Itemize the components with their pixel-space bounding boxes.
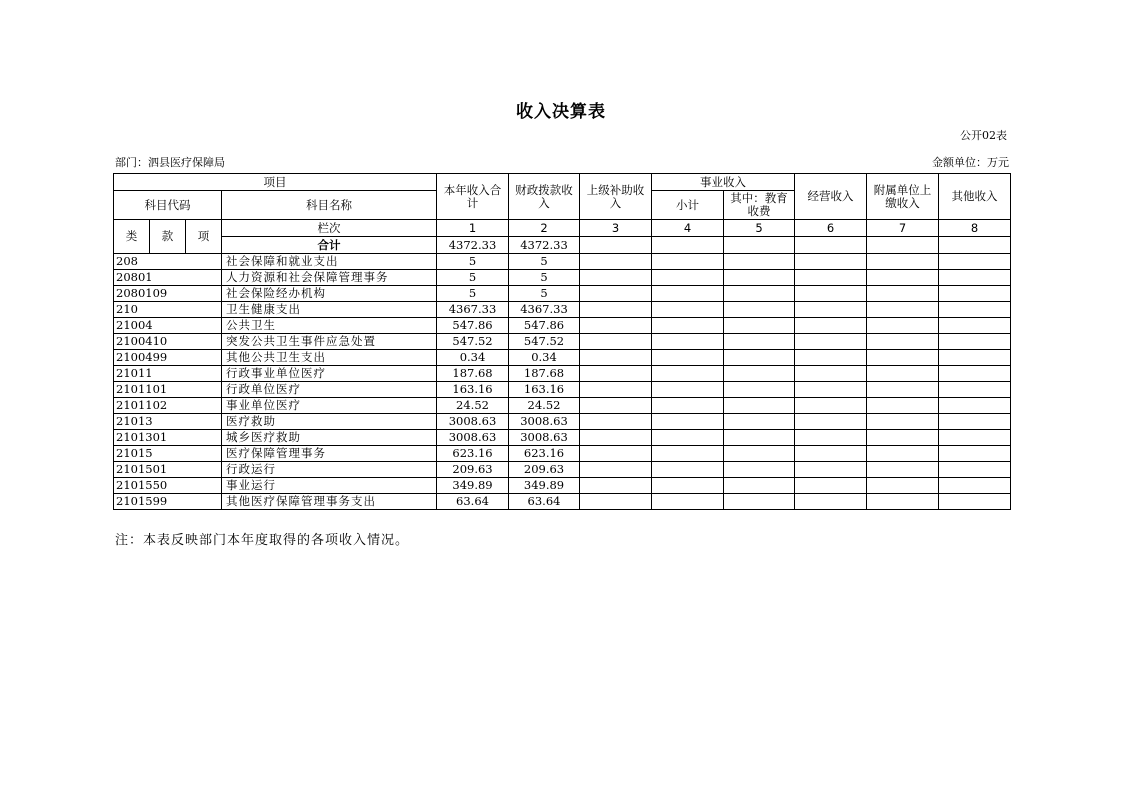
empty-cell xyxy=(795,398,867,414)
table-body xyxy=(114,254,1011,510)
table-row xyxy=(114,398,1011,414)
empty-cell xyxy=(724,414,795,430)
empty-cell xyxy=(939,478,1011,494)
empty-cell xyxy=(724,286,795,302)
table-row xyxy=(114,366,1011,382)
empty-cell xyxy=(867,366,939,382)
empty-cell xyxy=(652,286,724,302)
empty-cell xyxy=(580,350,652,366)
empty-cell xyxy=(580,366,652,382)
total-income-cell: 623.16 xyxy=(437,446,509,462)
empty-cell xyxy=(724,318,795,334)
subject-code-cell: 21015 xyxy=(114,446,222,462)
empty-cell xyxy=(795,286,867,302)
empty-cell xyxy=(939,382,1011,398)
empty-cell xyxy=(580,382,652,398)
empty-cell xyxy=(580,254,652,270)
empty-cell xyxy=(724,334,795,350)
empty-cell xyxy=(580,494,652,510)
empty-cell xyxy=(795,462,867,478)
fiscal-income-cell: 24.52 xyxy=(509,398,580,414)
subject-code-cell: 21013 xyxy=(114,414,222,430)
empty-cell xyxy=(867,334,939,350)
empty-cell xyxy=(795,302,867,318)
empty-cell xyxy=(939,334,1011,350)
subject-name-cell: 行政事业单位医疗 xyxy=(222,366,437,382)
empty-cell xyxy=(939,286,1011,302)
subject-name-cell: 行政单位医疗 xyxy=(222,382,437,398)
fiscal-income-cell: 163.16 xyxy=(509,382,580,398)
subject-code-cell: 2101550 xyxy=(114,478,222,494)
fiscal-income-cell: 5 xyxy=(509,270,580,286)
empty-cell xyxy=(939,254,1011,270)
subject-code-cell: 2080109 xyxy=(114,286,222,302)
total-income-value: 4372.33 xyxy=(437,237,509,254)
empty-cell xyxy=(867,382,939,398)
col-number: 7 xyxy=(867,220,939,237)
empty-cell xyxy=(795,430,867,446)
empty-cell xyxy=(652,382,724,398)
subject-code-cell: 2101102 xyxy=(114,398,222,414)
empty-cell xyxy=(724,398,795,414)
subject-name-cell: 人力资源和社会保障管理事务 xyxy=(222,270,437,286)
form-number: 公开02表 xyxy=(960,129,1007,142)
table-row xyxy=(114,302,1011,318)
empty-cell xyxy=(867,430,939,446)
empty-cell xyxy=(867,446,939,462)
total-income-cell: 5 xyxy=(437,286,509,302)
fiscal-income-cell: 5 xyxy=(509,286,580,302)
empty-cell xyxy=(652,318,724,334)
header-project: 项目 xyxy=(114,174,437,191)
subject-code-cell: 20801 xyxy=(114,270,222,286)
total-income-cell: 5 xyxy=(437,254,509,270)
header-column-index: 栏次 xyxy=(222,220,437,237)
header-total-income: 本年收入合计 xyxy=(437,174,509,220)
header-subject-code: 科目代码 xyxy=(114,191,222,220)
fiscal-income-cell: 3008.63 xyxy=(509,430,580,446)
empty-cell xyxy=(795,478,867,494)
total-income-cell: 187.68 xyxy=(437,366,509,382)
empty-cell xyxy=(795,494,867,510)
table-row xyxy=(114,254,1011,270)
fiscal-income-cell: 547.52 xyxy=(509,334,580,350)
empty-cell xyxy=(652,462,724,478)
subject-name-cell: 事业运行 xyxy=(222,478,437,494)
empty-cell xyxy=(867,254,939,270)
total-label: 合计 xyxy=(222,237,437,254)
header-affiliated-income: 附属单位上缴收入 xyxy=(867,174,939,220)
header-subject-name: 科目名称 xyxy=(222,191,437,220)
empty-cell xyxy=(939,350,1011,366)
empty-cell xyxy=(580,270,652,286)
header-section: 款 xyxy=(150,220,186,254)
subject-name-cell: 其他医疗保障管理事务支出 xyxy=(222,494,437,510)
table-row xyxy=(114,414,1011,430)
total-income-cell: 24.52 xyxy=(437,398,509,414)
empty-cell xyxy=(580,286,652,302)
subject-code-cell: 2101501 xyxy=(114,462,222,478)
header-career-subtotal: 小计 xyxy=(652,191,724,220)
empty-cell xyxy=(580,478,652,494)
subject-name-cell: 突发公共卫生事件应急处置 xyxy=(222,334,437,350)
empty-cell xyxy=(795,334,867,350)
subject-code-cell: 2100410 xyxy=(114,334,222,350)
empty-cell xyxy=(580,334,652,350)
empty-cell xyxy=(867,398,939,414)
total-income-cell: 349.89 xyxy=(437,478,509,494)
total-income-cell: 3008.63 xyxy=(437,414,509,430)
header-fiscal-appropriation: 财政拨款收入 xyxy=(509,174,580,220)
total-row xyxy=(114,237,1011,254)
empty-cell xyxy=(795,270,867,286)
total-fiscal-value: 4372.33 xyxy=(509,237,580,254)
empty-cell xyxy=(939,398,1011,414)
total-income-cell: 547.86 xyxy=(437,318,509,334)
empty-cell xyxy=(652,350,724,366)
empty-cell xyxy=(652,414,724,430)
table-row xyxy=(114,350,1011,366)
table-row xyxy=(114,462,1011,478)
empty-cell xyxy=(867,286,939,302)
empty-cell xyxy=(867,318,939,334)
empty-cell xyxy=(724,430,795,446)
fiscal-income-cell: 0.34 xyxy=(509,350,580,366)
subject-code-cell: 2101101 xyxy=(114,382,222,398)
fiscal-income-cell: 5 xyxy=(509,254,580,270)
subject-name-cell: 社会保障和就业支出 xyxy=(222,254,437,270)
empty-cell xyxy=(867,302,939,318)
empty-cell xyxy=(867,414,939,430)
empty-cell xyxy=(795,350,867,366)
empty-cell xyxy=(795,382,867,398)
empty-cell xyxy=(652,334,724,350)
table-row xyxy=(114,334,1011,350)
empty-cell xyxy=(652,302,724,318)
fiscal-income-cell: 3008.63 xyxy=(509,414,580,430)
empty-cell xyxy=(795,414,867,430)
total-income-cell: 4367.33 xyxy=(437,302,509,318)
empty-cell xyxy=(724,462,795,478)
empty-cell xyxy=(580,398,652,414)
empty-cell xyxy=(724,302,795,318)
total-income-cell: 63.64 xyxy=(437,494,509,510)
empty-cell xyxy=(652,478,724,494)
col-number: 5 xyxy=(724,220,795,237)
empty-cell xyxy=(795,366,867,382)
table-row xyxy=(114,270,1011,286)
header-superior-subsidy: 上级补助收入 xyxy=(580,174,652,220)
empty-cell xyxy=(939,302,1011,318)
empty-cell xyxy=(652,254,724,270)
empty-cell xyxy=(939,430,1011,446)
subject-code-cell: 2101301 xyxy=(114,430,222,446)
table-row xyxy=(114,446,1011,462)
empty-cell xyxy=(580,446,652,462)
table-row xyxy=(114,494,1011,510)
fiscal-income-cell: 4367.33 xyxy=(509,302,580,318)
table-row xyxy=(114,430,1011,446)
fiscal-income-cell: 63.64 xyxy=(509,494,580,510)
fiscal-income-cell: 349.89 xyxy=(509,478,580,494)
total-income-cell: 5 xyxy=(437,270,509,286)
subject-name-cell: 其他公共卫生支出 xyxy=(222,350,437,366)
empty-cell xyxy=(867,462,939,478)
col-number: 8 xyxy=(939,220,1011,237)
col-number: 4 xyxy=(652,220,724,237)
table-row xyxy=(114,286,1011,302)
empty-cell xyxy=(939,462,1011,478)
empty-cell xyxy=(652,494,724,510)
header-operating-income: 经营收入 xyxy=(795,174,867,220)
footnote: 注：本表反映部门本年度取得的各项收入情况。 xyxy=(115,533,410,548)
empty-cell xyxy=(652,398,724,414)
col-number: 6 xyxy=(795,220,867,237)
empty-cell xyxy=(652,446,724,462)
header-category: 类 xyxy=(114,220,150,254)
table-row xyxy=(114,318,1011,334)
empty-cell xyxy=(939,494,1011,510)
empty-cell xyxy=(724,366,795,382)
subject-name-cell: 医疗救助 xyxy=(222,414,437,430)
subject-code-cell: 2100499 xyxy=(114,350,222,366)
empty-cell xyxy=(652,366,724,382)
empty-cell xyxy=(795,318,867,334)
subject-code-cell: 208 xyxy=(114,254,222,270)
total-income-cell: 209.63 xyxy=(437,462,509,478)
subject-name-cell: 医疗保障管理事务 xyxy=(222,446,437,462)
col-number: 1 xyxy=(437,220,509,237)
empty-cell xyxy=(795,446,867,462)
col-number: 3 xyxy=(580,220,652,237)
empty-cell xyxy=(939,446,1011,462)
empty-cell xyxy=(580,414,652,430)
header-item: 项 xyxy=(186,220,222,254)
empty-cell xyxy=(867,350,939,366)
total-income-cell: 547.52 xyxy=(437,334,509,350)
page-title: 收入决算表 xyxy=(516,102,606,122)
empty-cell xyxy=(724,270,795,286)
subject-name-cell: 事业单位医疗 xyxy=(222,398,437,414)
fiscal-income-cell: 187.68 xyxy=(509,366,580,382)
subject-name-cell: 卫生健康支出 xyxy=(222,302,437,318)
empty-cell xyxy=(580,430,652,446)
empty-cell xyxy=(724,382,795,398)
header-education-fee: 其中：教育收费 xyxy=(724,191,795,220)
empty-cell xyxy=(724,446,795,462)
empty-cell xyxy=(939,366,1011,382)
empty-cell xyxy=(580,302,652,318)
header-other-income: 其他收入 xyxy=(939,174,1011,220)
fiscal-income-cell: 209.63 xyxy=(509,462,580,478)
empty-cell xyxy=(939,414,1011,430)
total-income-cell: 163.16 xyxy=(437,382,509,398)
empty-cell xyxy=(724,254,795,270)
subject-code-cell: 2101599 xyxy=(114,494,222,510)
empty-cell xyxy=(724,478,795,494)
table-row xyxy=(114,478,1011,494)
subject-code-cell: 21004 xyxy=(114,318,222,334)
col-number: 2 xyxy=(509,220,580,237)
table-row xyxy=(114,382,1011,398)
subject-name-cell: 社会保险经办机构 xyxy=(222,286,437,302)
empty-cell xyxy=(724,494,795,510)
subject-name-cell: 城乡医疗救助 xyxy=(222,430,437,446)
fiscal-income-cell: 623.16 xyxy=(509,446,580,462)
subject-name-cell: 行政运行 xyxy=(222,462,437,478)
total-income-cell: 3008.63 xyxy=(437,430,509,446)
income-table xyxy=(113,173,1011,510)
subject-code-cell: 210 xyxy=(114,302,222,318)
empty-cell xyxy=(867,478,939,494)
empty-cell xyxy=(580,462,652,478)
empty-cell xyxy=(939,270,1011,286)
empty-cell xyxy=(652,430,724,446)
amount-unit-label: 金额单位：万元 xyxy=(932,156,1009,169)
subject-name-cell: 公共卫生 xyxy=(222,318,437,334)
fiscal-income-cell: 547.86 xyxy=(509,318,580,334)
empty-cell xyxy=(724,350,795,366)
empty-cell xyxy=(939,318,1011,334)
department-label: 部门：泗县医疗保障局 xyxy=(115,156,225,169)
subject-code-cell: 21011 xyxy=(114,366,222,382)
empty-cell xyxy=(867,270,939,286)
empty-cell xyxy=(795,254,867,270)
total-income-cell: 0.34 xyxy=(437,350,509,366)
empty-cell xyxy=(580,318,652,334)
empty-cell xyxy=(652,270,724,286)
header-career-income: 事业收入 xyxy=(652,174,795,191)
empty-cell xyxy=(867,494,939,510)
